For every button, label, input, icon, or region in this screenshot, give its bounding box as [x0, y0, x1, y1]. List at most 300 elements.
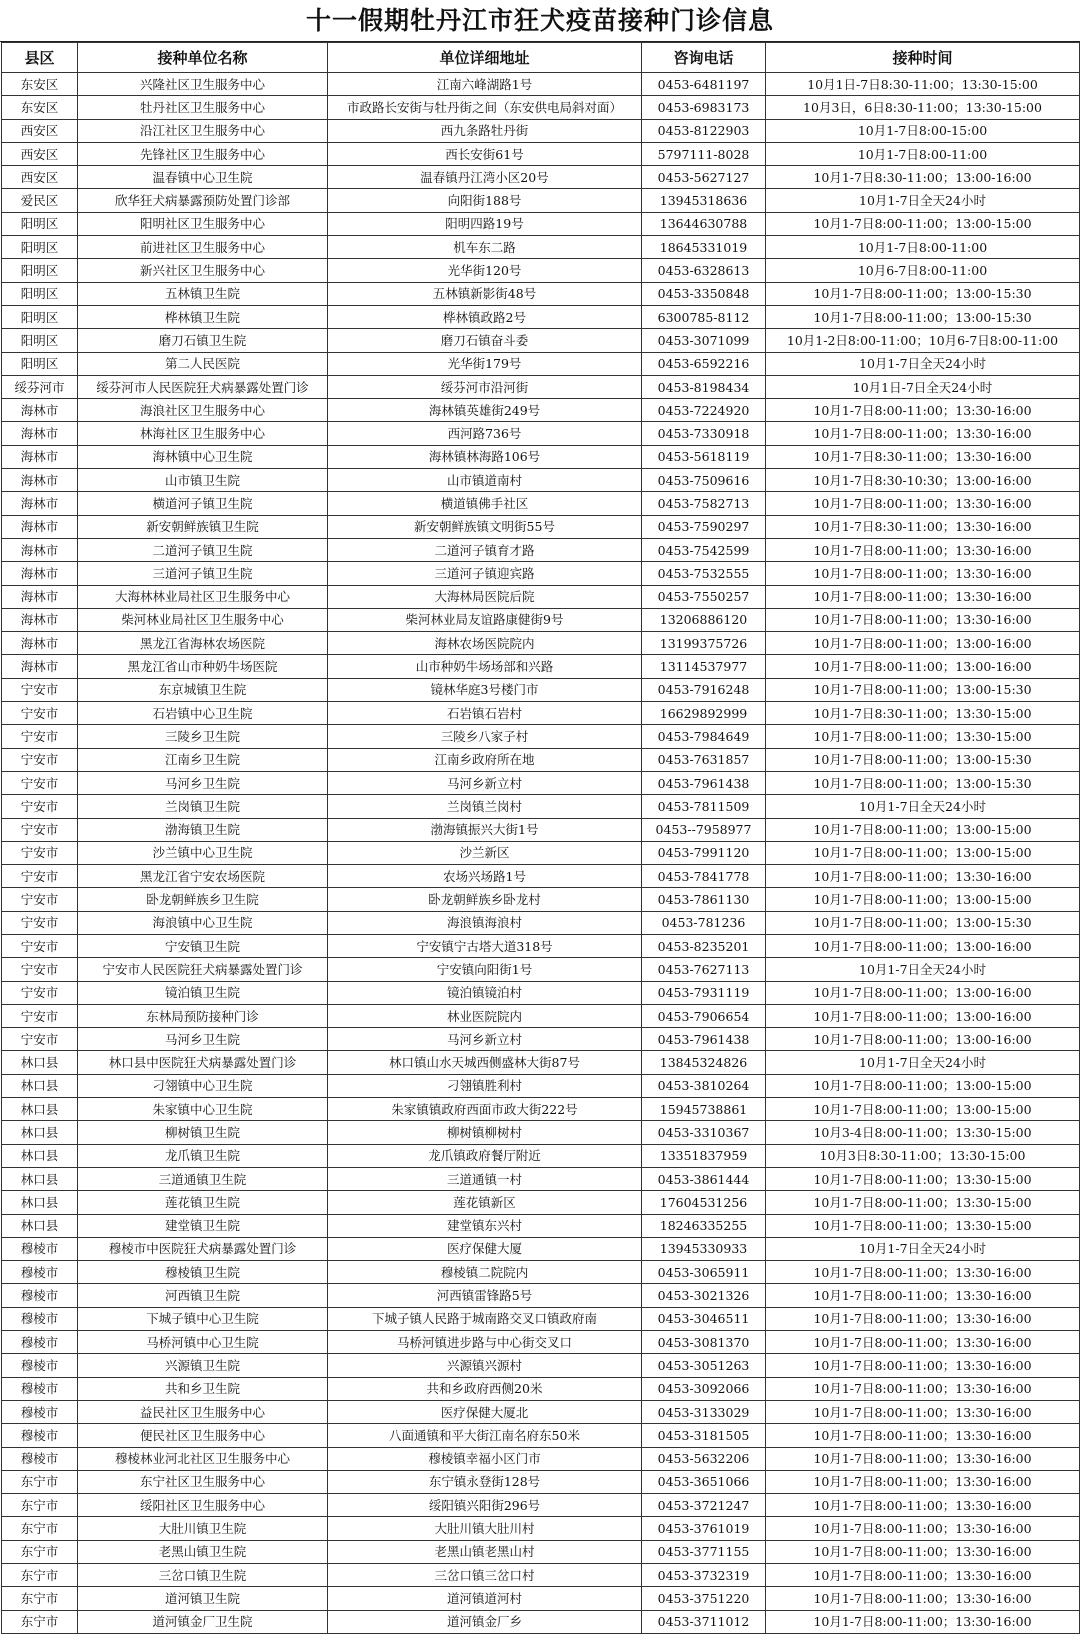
clinic-name-cell: 桦林镇卫生院	[78, 305, 328, 328]
district-cell: 西安区	[2, 119, 78, 142]
phone-cell: 0453-7984649	[642, 725, 766, 748]
address-cell: 磨刀石镇奋斗委	[328, 329, 642, 352]
district-cell: 林口县	[2, 1214, 78, 1237]
clinic-name-cell: 老黑山镇卫生院	[78, 1540, 328, 1563]
table-row	[2, 818, 1080, 841]
hours-cell: 10月1-7日8:00-11:00；13:00-16:00	[766, 1028, 1080, 1051]
district-cell: 东宁市	[2, 1517, 78, 1540]
hours-cell: 10月1-7日全天24小时	[766, 352, 1080, 375]
clinic-name-cell: 兴源镇卫生院	[78, 1354, 328, 1377]
table-row	[2, 795, 1080, 818]
clinic-name-cell: 渤海镇卫生院	[78, 818, 328, 841]
hours-cell: 10月1-7日8:00-11:00；13:30-16:00	[766, 492, 1080, 515]
phone-cell: 0453-7542599	[642, 538, 766, 561]
clinic-name-cell: 道河镇卫生院	[78, 1587, 328, 1610]
district-cell: 宁安市	[2, 702, 78, 725]
hours-cell: 10月1-7日8:00-11:00；13:30-16:00	[766, 1564, 1080, 1587]
address-cell: 八面通镇和平大街江南名府东50米	[328, 1424, 642, 1447]
hours-cell: 10月1-7日8:30-11:00；13:30-16:00	[766, 515, 1080, 538]
address-cell: 兴源镇兴源村	[328, 1354, 642, 1377]
district-cell: 东宁市	[2, 1587, 78, 1610]
hours-cell: 10月1-7日8:00-11:00；13:30-16:00	[766, 1470, 1080, 1493]
table-row	[2, 771, 1080, 794]
phone-cell: 0453-7631857	[642, 748, 766, 771]
district-cell: 穆棱市	[2, 1400, 78, 1423]
district-cell: 宁安市	[2, 818, 78, 841]
table-row	[2, 1587, 1080, 1610]
hours-cell: 10月1-7日8:00-11:00；13:00-16:00	[766, 632, 1080, 655]
clinic-name-cell: 东京城镇卫生院	[78, 678, 328, 701]
district-cell: 海林市	[2, 445, 78, 468]
clinic-name-header: 接种单位名称	[78, 43, 328, 73]
hours-cell: 10月1-7日8:00-11:00；13:30-15:00	[766, 725, 1080, 748]
hours-cell: 10月1-7日8:00-11:00	[766, 236, 1080, 259]
address-cell: 下城子镇人民路于城南路交叉口镇政府南	[328, 1307, 642, 1330]
phone-cell: 0453-7916248	[642, 678, 766, 701]
hours-cell: 10月1-7日8:00-11:00；13:30-16:00	[766, 1354, 1080, 1377]
hours-cell: 10月1-7日8:00-11:00；13:00-15:30	[766, 748, 1080, 771]
district-cell: 宁安市	[2, 841, 78, 864]
clinic-name-cell: 新安朝鲜族镇卫生院	[78, 515, 328, 538]
table-row	[2, 1424, 1080, 1447]
table-row	[2, 1564, 1080, 1587]
phone-cell: 0453-5627127	[642, 166, 766, 189]
table-row	[2, 445, 1080, 468]
district-cell: 海林市	[2, 562, 78, 585]
phone-cell: 5797111-8028	[642, 142, 766, 165]
phone-cell: 0453-781236	[642, 911, 766, 934]
hours-cell: 10月1日-7日8:30-11:00；13:30-15:00	[766, 73, 1080, 96]
table-row	[2, 1098, 1080, 1121]
table-row	[2, 422, 1080, 445]
table-row	[2, 329, 1080, 352]
table-row	[2, 1074, 1080, 1097]
district-cell: 穆棱市	[2, 1331, 78, 1354]
table-row	[2, 492, 1080, 515]
hours-cell: 10月1-2日8:00-11:00；10月6-7日8:00-11:00	[766, 329, 1080, 352]
hours-cell: 10月1-7日8:00-11:00；13:00-16:00	[766, 1004, 1080, 1027]
hours-cell: 10月1-7日8:00-11:00；13:30-16:00	[766, 1587, 1080, 1610]
clinic-name-cell: 海浪镇中心卫生院	[78, 911, 328, 934]
hours-cell: 10月1-7日8:00-11:00；13:30-16:00	[766, 865, 1080, 888]
address-cell: 三道河子镇迎宾路	[328, 562, 642, 585]
address-cell: 石岩镇石岩村	[328, 702, 642, 725]
district-cell: 海林市	[2, 538, 78, 561]
district-cell: 穆棱市	[2, 1447, 78, 1470]
table-row	[2, 375, 1080, 398]
phone-cell: 0453-7811509	[642, 795, 766, 818]
clinic-name-cell: 欣华狂犬病暴露预防处置门诊部	[78, 189, 328, 212]
district-cell: 林口县	[2, 1098, 78, 1121]
hours-cell: 10月1-7日8:30-11:00；13:30-15:00	[766, 702, 1080, 725]
address-cell: 大肚川镇大肚川村	[328, 1517, 642, 1540]
address-cell: 绥阳镇兴阳街296号	[328, 1494, 642, 1517]
phone-cell: 0453-7841778	[642, 865, 766, 888]
district-cell: 东宁市	[2, 1564, 78, 1587]
district-cell: 宁安市	[2, 865, 78, 888]
phone-cell: 0453-8235201	[642, 934, 766, 957]
district-cell: 林口县	[2, 1167, 78, 1190]
table-row	[2, 1167, 1080, 1190]
address-header: 单位详细地址	[328, 43, 642, 73]
address-cell: 光华街120号	[328, 259, 642, 282]
hours-cell: 10月1-7日8:00-15:00	[766, 119, 1080, 142]
clinic-name-cell: 柳树镇卫生院	[78, 1121, 328, 1144]
hours-cell: 10月1-7日8:00-11:00；13:00-15:00	[766, 818, 1080, 841]
clinic-name-cell: 共和乡卫生院	[78, 1377, 328, 1400]
phone-cell: 0453-3761019	[642, 1517, 766, 1540]
phone-cell: 16629892999	[642, 702, 766, 725]
address-cell: 龙爪镇政府餐厅附近	[328, 1144, 642, 1167]
district-cell: 西安区	[2, 166, 78, 189]
address-cell: 市政路长安街与牡丹街之间（东安供电局斜对面）	[328, 96, 642, 119]
table-row	[2, 96, 1080, 119]
table-row	[2, 725, 1080, 748]
hours-cell: 10月1-7日8:00-11:00；13:00-15:00	[766, 1098, 1080, 1121]
hours-cell: 10月1-7日全天24小时	[766, 795, 1080, 818]
table-row	[2, 1377, 1080, 1400]
address-cell: 光华街179号	[328, 352, 642, 375]
district-cell: 宁安市	[2, 795, 78, 818]
address-cell: 横道镇佛手社区	[328, 492, 642, 515]
address-cell: 温春镇丹江湾小区20号	[328, 166, 642, 189]
table-row	[2, 259, 1080, 282]
district-cell: 宁安市	[2, 911, 78, 934]
table-row	[2, 142, 1080, 165]
hours-cell: 10月1-7日8:00-11:00；13:30-16:00	[766, 1307, 1080, 1330]
district-cell: 阳明区	[2, 329, 78, 352]
table-row	[2, 1400, 1080, 1423]
table-row	[2, 865, 1080, 888]
address-cell: 绥芬河市沿河街	[328, 375, 642, 398]
address-cell: 山市镇道南村	[328, 469, 642, 492]
address-cell: 刁翎镇胜利村	[328, 1074, 642, 1097]
hours-cell: 10月1-7日8:00-11:00；13:30-16:00	[766, 422, 1080, 445]
phone-cell: 0453-8198434	[642, 375, 766, 398]
clinic-name-cell: 柴河林业局社区卫生服务中心	[78, 608, 328, 631]
hours-cell: 10月1-7日8:00-11:00；13:30-16:00	[766, 1424, 1080, 1447]
address-cell: 宁安镇宁古塔大道318号	[328, 934, 642, 957]
district-cell: 阳明区	[2, 212, 78, 235]
district-cell: 海林市	[2, 632, 78, 655]
district-cell: 穆棱市	[2, 1237, 78, 1260]
clinic-name-cell: 二道河子镇卫生院	[78, 538, 328, 561]
district-cell: 海林市	[2, 492, 78, 515]
table-header-row	[2, 43, 1080, 73]
hours-cell: 10月1-7日8:00-11:00；13:30-16:00	[766, 562, 1080, 585]
clinic-name-cell: 第二人民医院	[78, 352, 328, 375]
address-cell: 老黑山镇老黑山村	[328, 1540, 642, 1563]
address-cell: 宁安镇向阳街1号	[328, 958, 642, 981]
table-row	[2, 399, 1080, 422]
table-row	[2, 1307, 1080, 1330]
district-cell: 阳明区	[2, 352, 78, 375]
hours-cell: 10月1-7日全天24小时	[766, 1237, 1080, 1260]
clinic-name-cell: 三道河子镇卫生院	[78, 562, 328, 585]
page-title: 十一假期牡丹江市狂犬疫苗接种门诊信息	[0, 0, 1080, 42]
clinic-name-cell: 大海林林业局社区卫生服务中心	[78, 585, 328, 608]
table-row	[2, 888, 1080, 911]
phone-cell: 0453-3021326	[642, 1284, 766, 1307]
district-cell: 海林市	[2, 585, 78, 608]
address-cell: 建堂镇东兴村	[328, 1214, 642, 1237]
phone-cell: 0453-3051263	[642, 1354, 766, 1377]
clinic-name-cell: 林海社区卫生服务中心	[78, 422, 328, 445]
hours-cell: 10月1-7日8:00-11:00；13:30-16:00	[766, 1261, 1080, 1284]
address-cell: 沙兰新区	[328, 841, 642, 864]
table-row	[2, 841, 1080, 864]
hours-cell: 10月1-7日8:00-11:00；13:00-16:00	[766, 981, 1080, 1004]
address-cell: 马河乡新立村	[328, 1028, 642, 1051]
clinic-name-cell: 石岩镇中心卫生院	[78, 702, 328, 725]
address-cell: 三岔口镇三岔口村	[328, 1564, 642, 1587]
clinic-name-cell: 黑龙江省海林农场医院	[78, 632, 328, 655]
table-row	[2, 1517, 1080, 1540]
hours-cell: 10月1-7日8:00-11:00；13:30-15:00	[766, 1191, 1080, 1214]
district-cell: 海林市	[2, 469, 78, 492]
clinic-name-cell: 马河乡卫生院	[78, 1028, 328, 1051]
table-row	[2, 1354, 1080, 1377]
address-cell: 三陵乡八家子村	[328, 725, 642, 748]
district-cell: 海林市	[2, 608, 78, 631]
phone-cell: 0453-7582713	[642, 492, 766, 515]
address-cell: 阳明四路19号	[328, 212, 642, 235]
clinic-table	[1, 42, 1080, 1634]
table-row	[2, 189, 1080, 212]
address-cell: 道河镇道河村	[328, 1587, 642, 1610]
clinic-name-cell: 林口县中医院狂犬病暴露处置门诊	[78, 1051, 328, 1074]
address-cell: 医疗保健大厦	[328, 1237, 642, 1260]
table-row	[2, 702, 1080, 725]
phone-cell: 0453-3861444	[642, 1167, 766, 1190]
clinic-name-cell: 阳明社区卫生服务中心	[78, 212, 328, 235]
hours-cell: 10月1-7日8:00-11:00；13:30-16:00	[766, 1610, 1080, 1633]
clinic-name-cell: 沿江社区卫生服务中心	[78, 119, 328, 142]
table-row	[2, 1470, 1080, 1493]
phone-cell: 0453-6592216	[642, 352, 766, 375]
table-row	[2, 538, 1080, 561]
phone-cell: 0453-7590297	[642, 515, 766, 538]
phone-cell: 0453-3771155	[642, 1540, 766, 1563]
phone-cell: 0453-7509616	[642, 469, 766, 492]
clinic-name-cell: 五林镇卫生院	[78, 282, 328, 305]
district-cell: 林口县	[2, 1074, 78, 1097]
district-cell: 阳明区	[2, 236, 78, 259]
hours-cell: 10月1-7日8:00-11:00；13:00-15:30	[766, 911, 1080, 934]
district-cell: 宁安市	[2, 1004, 78, 1027]
phone-cell: 0453-3065911	[642, 1261, 766, 1284]
phone-cell: 0453-7961438	[642, 1028, 766, 1051]
table-row	[2, 1214, 1080, 1237]
clinic-name-cell: 黑龙江省宁安农场医院	[78, 865, 328, 888]
clinic-name-cell: 朱家镇中心卫生院	[78, 1098, 328, 1121]
address-cell: 西河路736号	[328, 422, 642, 445]
phone-cell: 0453-7931119	[642, 981, 766, 1004]
table-row	[2, 655, 1080, 678]
phone-cell: 0453-6328613	[642, 259, 766, 282]
table-row	[2, 958, 1080, 981]
clinic-name-cell: 山市镇卫生院	[78, 469, 328, 492]
hours-cell: 10月1-7日8:00-11:00；13:30-16:00	[766, 608, 1080, 631]
hours-cell: 10月1-7日8:00-11:00；13:30-16:00	[766, 585, 1080, 608]
phone-cell: 0453-7961438	[642, 771, 766, 794]
hours-cell: 10月1-7日8:00-11:00；13:00-15:00	[766, 212, 1080, 235]
table-row	[2, 585, 1080, 608]
phone-cell: 13845324826	[642, 1051, 766, 1074]
address-cell: 三道通镇一村	[328, 1167, 642, 1190]
district-cell: 东宁市	[2, 1470, 78, 1493]
phone-cell: 0453-3071099	[642, 329, 766, 352]
phone-cell: 0453-3721247	[642, 1494, 766, 1517]
table-row	[2, 1447, 1080, 1470]
district-cell: 穆棱市	[2, 1284, 78, 1307]
phone-cell: 0453-7906654	[642, 1004, 766, 1027]
clinic-name-cell: 镜泊镇卫生院	[78, 981, 328, 1004]
address-cell: 柳树镇柳树村	[328, 1121, 642, 1144]
hours-cell: 10月1-7日8:00-11:00；13:00-15:30	[766, 305, 1080, 328]
clinic-name-cell: 牡丹社区卫生服务中心	[78, 96, 328, 119]
district-cell: 宁安市	[2, 678, 78, 701]
address-cell: 西九条路牡丹街	[328, 119, 642, 142]
address-cell: 大海林局医院后院	[328, 585, 642, 608]
hours-cell: 10月1日-7日全天24小时	[766, 375, 1080, 398]
phone-cell: 0453-8122903	[642, 119, 766, 142]
clinic-name-cell: 磨刀石镇卫生院	[78, 329, 328, 352]
table-row	[2, 1331, 1080, 1354]
hours-cell: 10月1-7日8:30-10:30；13:00-16:00	[766, 469, 1080, 492]
phone-cell: 13945318636	[642, 189, 766, 212]
district-cell: 宁安市	[2, 958, 78, 981]
address-cell: 镜林华庭3号楼门市	[328, 678, 642, 701]
address-cell: 机车东二路	[328, 236, 642, 259]
address-cell: 江南六峰湖路1号	[328, 73, 642, 96]
district-cell: 海林市	[2, 399, 78, 422]
table-row	[2, 1540, 1080, 1563]
clinic-name-cell: 三岔口镇卫生院	[78, 1564, 328, 1587]
phone-header: 咨询电话	[642, 43, 766, 73]
district-cell: 宁安市	[2, 888, 78, 911]
district-cell: 穆棱市	[2, 1424, 78, 1447]
hours-cell: 10月1-7日8:00-11:00；13:30-16:00	[766, 538, 1080, 561]
table-row	[2, 166, 1080, 189]
hours-cell: 10月1-7日8:00-11:00；13:30-16:00	[766, 1377, 1080, 1400]
clinic-name-cell: 穆棱镇卫生院	[78, 1261, 328, 1284]
phone-cell: 0453-3046511	[642, 1307, 766, 1330]
clinic-name-cell: 益民社区卫生服务中心	[78, 1400, 328, 1423]
hours-cell: 10月6-7日8:00-11:00	[766, 259, 1080, 282]
district-cell: 林口县	[2, 1191, 78, 1214]
clinic-name-cell: 东林局预防接种门诊	[78, 1004, 328, 1027]
table-row	[2, 119, 1080, 142]
address-cell: 海浪镇海浪村	[328, 911, 642, 934]
address-cell: 医疗保健大厦北	[328, 1400, 642, 1423]
clinic-name-cell: 马桥河镇中心卫生院	[78, 1331, 328, 1354]
phone-cell: 0453-7330918	[642, 422, 766, 445]
address-cell: 渤海镇振兴大街1号	[328, 818, 642, 841]
address-cell: 林口镇山水天城西侧盛林大街87号	[328, 1051, 642, 1074]
district-cell: 阳明区	[2, 305, 78, 328]
clinic-name-cell: 大肚川镇卫生院	[78, 1517, 328, 1540]
phone-cell: 0453-3310367	[642, 1121, 766, 1144]
clinic-name-cell: 兰岗镇卫生院	[78, 795, 328, 818]
address-cell: 穆棱镇二院院内	[328, 1261, 642, 1284]
table-row	[2, 305, 1080, 328]
hours-cell: 10月1-7日8:30-11:00；13:00-16:00	[766, 166, 1080, 189]
table-row	[2, 515, 1080, 538]
phone-cell: 0453-7532555	[642, 562, 766, 585]
address-cell: 新安朝鲜族镇文明街55号	[328, 515, 642, 538]
hours-cell: 10月1-7日8:00-11:00；13:30-16:00	[766, 1447, 1080, 1470]
clinic-name-cell: 兴隆社区卫生服务中心	[78, 73, 328, 96]
clinic-name-cell: 卧龙朝鲜族乡卫生院	[78, 888, 328, 911]
phone-cell: 0453-7861130	[642, 888, 766, 911]
phone-cell: 0453-7627113	[642, 958, 766, 981]
phone-cell: 0453-3081370	[642, 1331, 766, 1354]
phone-cell: 13351837959	[642, 1144, 766, 1167]
clinic-name-cell: 龙爪镇卫生院	[78, 1144, 328, 1167]
clinic-name-cell: 便民社区卫生服务中心	[78, 1424, 328, 1447]
phone-cell: 0453-3092066	[642, 1377, 766, 1400]
clinic-name-cell: 温春镇中心卫生院	[78, 166, 328, 189]
address-cell: 海林镇英雄街249号	[328, 399, 642, 422]
district-header: 县区	[2, 43, 78, 73]
district-cell: 穆棱市	[2, 1377, 78, 1400]
clinic-name-cell: 三道通镇卫生院	[78, 1167, 328, 1190]
district-cell: 东安区	[2, 73, 78, 96]
address-cell: 道河镇金厂乡	[328, 1610, 642, 1633]
district-cell: 穆棱市	[2, 1261, 78, 1284]
hours-cell: 10月1-7日8:00-11:00；13:00-15:30	[766, 678, 1080, 701]
phone-cell: 0453-3651066	[642, 1470, 766, 1493]
clinic-name-cell: 海林镇中心卫生院	[78, 445, 328, 468]
table-row	[2, 236, 1080, 259]
address-cell: 朱家镇镇政府西面市政大街222号	[328, 1098, 642, 1121]
phone-cell: 13199375726	[642, 632, 766, 655]
hours-cell: 10月1-7日8:00-11:00；13:30-16:00	[766, 1284, 1080, 1307]
phone-cell: 0453-3133029	[642, 1400, 766, 1423]
district-cell: 阳明区	[2, 282, 78, 305]
table-row	[2, 352, 1080, 375]
phone-cell: 13206886120	[642, 608, 766, 631]
hours-cell: 10月1-7日8:00-11:00	[766, 142, 1080, 165]
district-cell: 穆棱市	[2, 1354, 78, 1377]
district-cell: 穆棱市	[2, 1307, 78, 1330]
district-cell: 宁安市	[2, 981, 78, 1004]
hours-cell: 10月3-4日8:00-11:00；13:30-15:00	[766, 1121, 1080, 1144]
table-row	[2, 1261, 1080, 1284]
table-row	[2, 73, 1080, 96]
clinic-name-cell: 新兴社区卫生服务中心	[78, 259, 328, 282]
phone-cell: 0453-3711012	[642, 1610, 766, 1633]
phone-cell: 17604531256	[642, 1191, 766, 1214]
hours-cell: 10月1-7日8:00-11:00；13:00-15:30	[766, 771, 1080, 794]
clinic-name-cell: 道河镇金厂卫生院	[78, 1610, 328, 1633]
table-row	[2, 1494, 1080, 1517]
phone-cell: 18645331019	[642, 236, 766, 259]
district-cell: 海林市	[2, 515, 78, 538]
phone-cell: 0453-3732319	[642, 1564, 766, 1587]
district-cell: 东宁市	[2, 1610, 78, 1633]
hours-cell: 10月1-7日8:00-11:00；13:00-15:30	[766, 282, 1080, 305]
hours-cell: 10月3日，6日8:30-11:00；13:30-15:00	[766, 96, 1080, 119]
hours-cell: 10月1-7日8:00-11:00；13:00-15:00	[766, 1074, 1080, 1097]
hours-cell: 10月1-7日8:00-11:00；13:00-15:00	[766, 841, 1080, 864]
district-cell: 宁安市	[2, 1028, 78, 1051]
district-cell: 林口县	[2, 1144, 78, 1167]
table-row	[2, 1191, 1080, 1214]
district-cell: 宁安市	[2, 771, 78, 794]
address-cell: 林业医院院内	[328, 1004, 642, 1027]
